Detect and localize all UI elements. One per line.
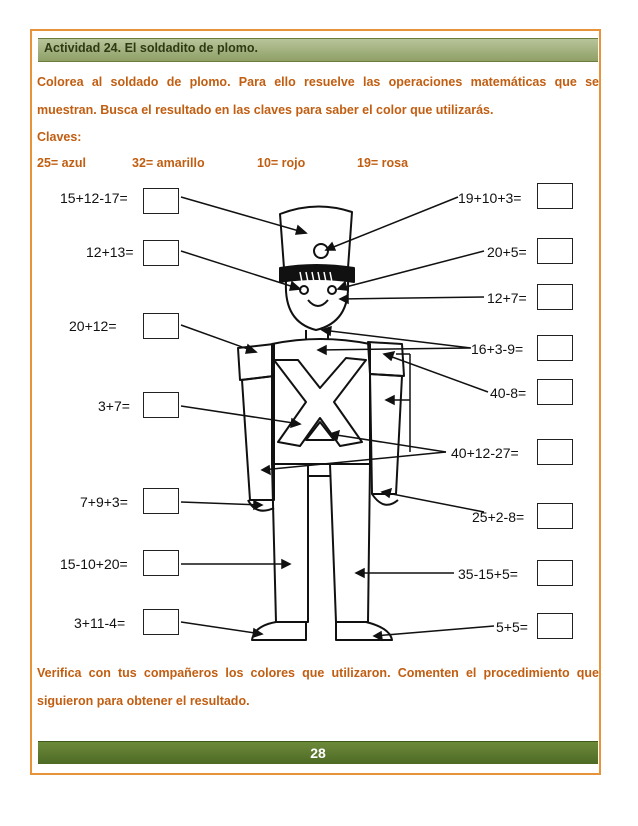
operation-left-2: 12+13= [86, 244, 134, 260]
operation-right-4: 16+3-9= [471, 341, 524, 357]
answer-box-left-1[interactable] [143, 188, 179, 214]
answer-box-right-4[interactable] [537, 335, 573, 361]
footer-bar [38, 741, 598, 764]
key-azul: 25= azul [37, 156, 86, 170]
hat [280, 206, 352, 268]
page-number: 28 [310, 745, 326, 761]
answer-box-left-4[interactable] [143, 392, 179, 418]
operation-left-5: 7+9+3= [80, 494, 128, 510]
closing-line-2: siguieron para obtener el resultado. [37, 694, 250, 708]
answer-box-right-8[interactable] [537, 560, 573, 586]
operation-right-8: 35-15+5= [458, 566, 518, 582]
operation-right-9: 5+5= [496, 619, 528, 635]
keys-label: Claves: [37, 130, 82, 144]
torso [272, 339, 370, 464]
operation-right-2: 20+5= [487, 244, 527, 260]
key-amarillo: 32= amarillo [132, 156, 205, 170]
instructions-line-2: muestran. Busca el resultado en las claves para saber el color que utilizarás. [37, 103, 494, 117]
operation-left-4: 3+7= [98, 398, 130, 414]
operation-left-6: 15-10+20= [60, 556, 128, 572]
key-rojo: 10= rojo [257, 156, 306, 170]
answer-box-right-7[interactable] [537, 503, 573, 529]
answer-box-right-5[interactable] [537, 379, 573, 405]
operation-left-7: 3+11-4= [74, 615, 126, 631]
operation-left-3: 20+12= [69, 318, 117, 334]
answer-box-right-1[interactable] [537, 183, 573, 209]
operation-right-1: 19+10+3= [458, 190, 522, 206]
operation-right-7: 25+2-8= [472, 509, 525, 525]
closing-line-1: Verifica con tus compañeros los colores que utilizaron. Comenten el procedimiento que [37, 666, 599, 680]
operation-right-5: 40-8= [490, 385, 527, 401]
answer-box-left-3[interactable] [143, 313, 179, 339]
operation-left-1: 15+12-17= [60, 190, 128, 206]
answer-box-right-2[interactable] [537, 238, 573, 264]
answer-box-left-5[interactable] [143, 488, 179, 514]
instructions-line-1: Colorea al soldado de plomo. Para ello resuelve las operaciones matemáticas que se [37, 75, 599, 89]
answer-box-right-6[interactable] [537, 439, 573, 465]
key-rosa: 19= rosa [357, 156, 409, 170]
answer-box-left-7[interactable] [143, 609, 179, 635]
activity-title: Actividad 24. El soldadito de plomo. [44, 41, 258, 55]
operation-right-6: 40+12-27= [451, 445, 519, 461]
answer-box-right-3[interactable] [537, 284, 573, 310]
answer-box-right-9[interactable] [537, 613, 573, 639]
answer-box-left-6[interactable] [143, 550, 179, 576]
answer-box-left-2[interactable] [143, 240, 179, 266]
operation-right-3: 12+7= [487, 290, 527, 306]
